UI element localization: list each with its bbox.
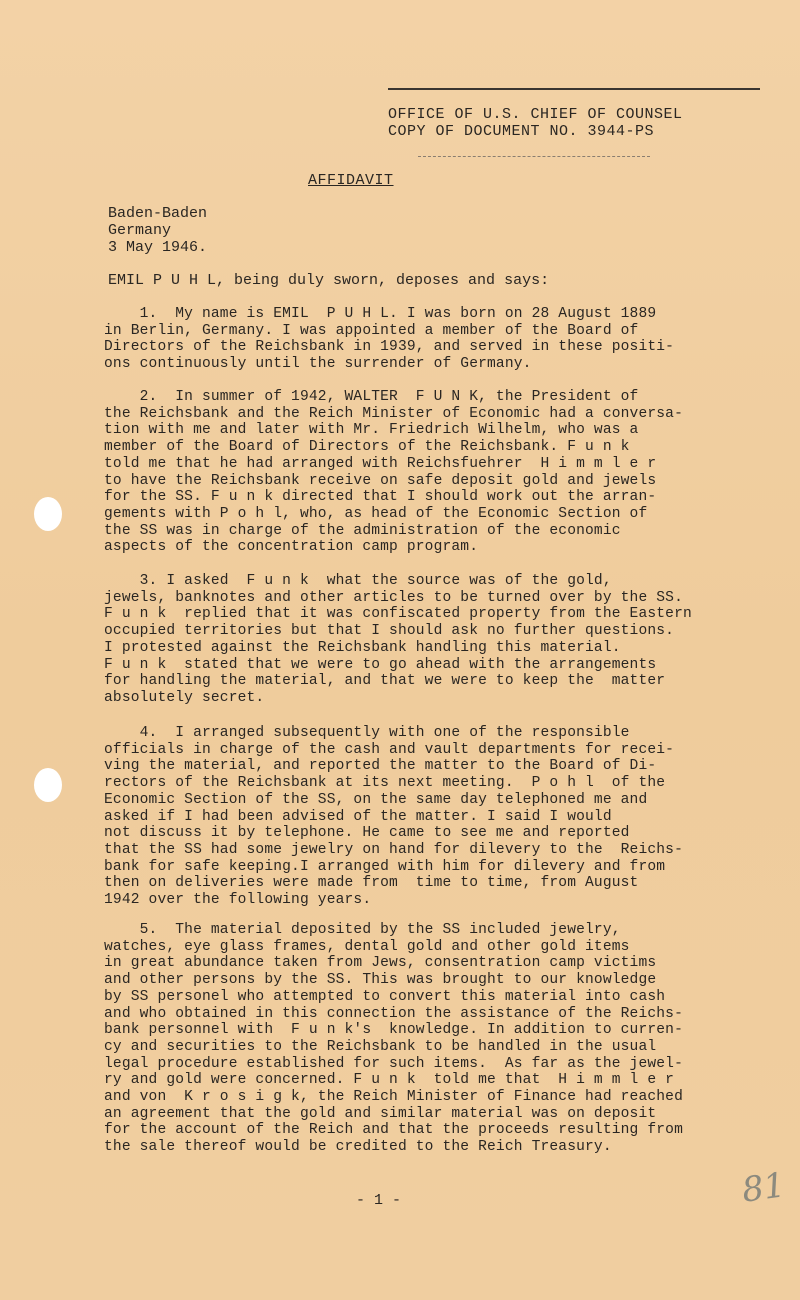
intro-statement: EMIL P U H L, being duly sworn, deposes and says: [108,272,550,289]
text-line: told me that he had arranged with Reichsfuehrer H i m m l e r [104,455,657,472]
text-line: jewels, banknotes and other articles to be turned over by the SS. [104,589,683,606]
header-office-line: OFFICE OF U.S. CHIEF OF COUNSEL [388,106,683,123]
text-line: absolutely secret. [104,689,265,706]
text-line: by SS personel who attempted to convert this material into cash [104,988,666,1005]
text-line: 4. I arranged subsequently with one of the responsible [104,725,630,741]
text-line: occupied territories but that I should ask no further questions. [104,623,675,640]
header-document-line: COPY OF DOCUMENT NO. 3944-PS [388,123,655,140]
text-line: for handling the material, and that we were to keep the matter [104,673,666,690]
text-line: bank for safe keeping.I arranged with him for dilevery and from [104,858,666,875]
text-line: not discuss it by telephone. He came to see me and reported [104,825,630,842]
text-line: in great abundance taken from Jews, consentration camp victims [104,955,657,972]
text-line: aspects of the concentration camp program. [104,539,479,556]
text-line: Economic Section of the SS, on the same day telephoned me and [104,791,648,808]
text-line: then on deliveries were made from time to time, from August [104,875,639,892]
text-line: ving the material, and reported the matter to the Board of Di- [104,758,657,775]
text-line: 5. The material deposited by the SS included jewelry, [104,922,621,938]
text-line: an agreement that the gold and similar material was on deposit [104,1105,657,1122]
paragraph-3 [104,573,764,707]
punch-hole [34,497,62,531]
text-line: member of the Board of Directors of the Reichsbank. F u n k [104,439,630,456]
document-header [388,88,760,140]
text-line: for the account of the Reich and that the proceeds resulting from [104,1122,683,1139]
text-line: and von K r o s i g k, the Reich Minister of Finance had reached [104,1089,683,1106]
text-line: bank personnel with F u n k's knowledge. In addition to curren- [104,1022,683,1039]
text-line: and who obtained in this connection the assistance of the Reichs- [104,1005,683,1022]
text-line: F u n k stated that we were to go ahead with the arrangements [104,656,657,673]
document-title: AFFIDAVIT [308,172,394,189]
text-line: rectors of the Reichsbank at its next meeting. P o h l of the [104,775,666,792]
text-line: for the SS. F u n k directed that I should work out the arran- [104,489,657,506]
paragraph-2 [104,389,764,556]
handwritten-page-number: 81 [739,1165,788,1211]
text-line: I protested against the Reichsbank handling this material. [104,639,621,656]
header-divider [418,156,650,157]
text-line: Directors of the Reichsbank in 1939, and served in these positi- [104,339,675,356]
text-line: legal procedure established for such items. As far as the jewel- [104,1055,683,1072]
text-line: 2. In summer of 1942, WALTER F U N K, the President of [104,389,639,405]
text-line: officials in charge of the cash and vault departments for recei- [104,741,675,758]
document-date: 3 May 1946. [108,239,208,256]
paragraph-4 [104,725,764,909]
text-line: and other persons by the SS. This was brought to our knowledge [104,972,657,989]
text-line: watches, eye glass frames, dental gold and other gold items [104,938,630,955]
text-line: the SS was in charge of the administration of the economic [104,522,621,539]
text-line: cy and securities to the Reichsbank to be handled in the usual [104,1038,657,1055]
text-line: the Reichsbank and the Reich Minister of Economic had a conversa- [104,405,683,422]
text-line: gements with P o h l, who, as head of the Economic Section of [104,505,648,522]
text-line: 3. I asked F u n k what the source was of the gold, [104,573,612,589]
text-line: 1. My name is EMIL P U H L. I was born on 28 August 1889 [104,306,657,322]
text-line: the sale thereof would be credited to the Reich Treasury. [104,1139,612,1156]
paragraph-1 [104,306,764,373]
text-line: to have the Reichsbank receive on safe deposit gold and jewels [104,472,657,489]
paragraph-5 [104,922,764,1156]
place-city: Baden-Baden [108,205,208,222]
place-and-date [108,205,207,256]
page-number: - 1 - [356,1192,402,1209]
text-line: F u n k replied that it was confiscated property from the Eastern [104,606,692,623]
text-line: tion with me and later with Mr. Friedrich Wilhelm, who was a [104,422,639,439]
text-line: ons continuously until the surrender of Germany. [104,356,532,373]
text-line: ry and gold were concerned. F u n k told me that H i m m l e r [104,1072,675,1089]
text-line: asked if I had been advised of the matter. I said I would [104,808,612,825]
text-line: that the SS had some jewelry on hand for dilevery to the Reichs- [104,841,683,858]
text-line: 1942 over the following years. [104,892,372,909]
place-country: Germany [108,222,172,239]
text-line: in Berlin, Germany. I was appointed a member of the Board of [104,322,639,339]
punch-hole [34,768,62,802]
